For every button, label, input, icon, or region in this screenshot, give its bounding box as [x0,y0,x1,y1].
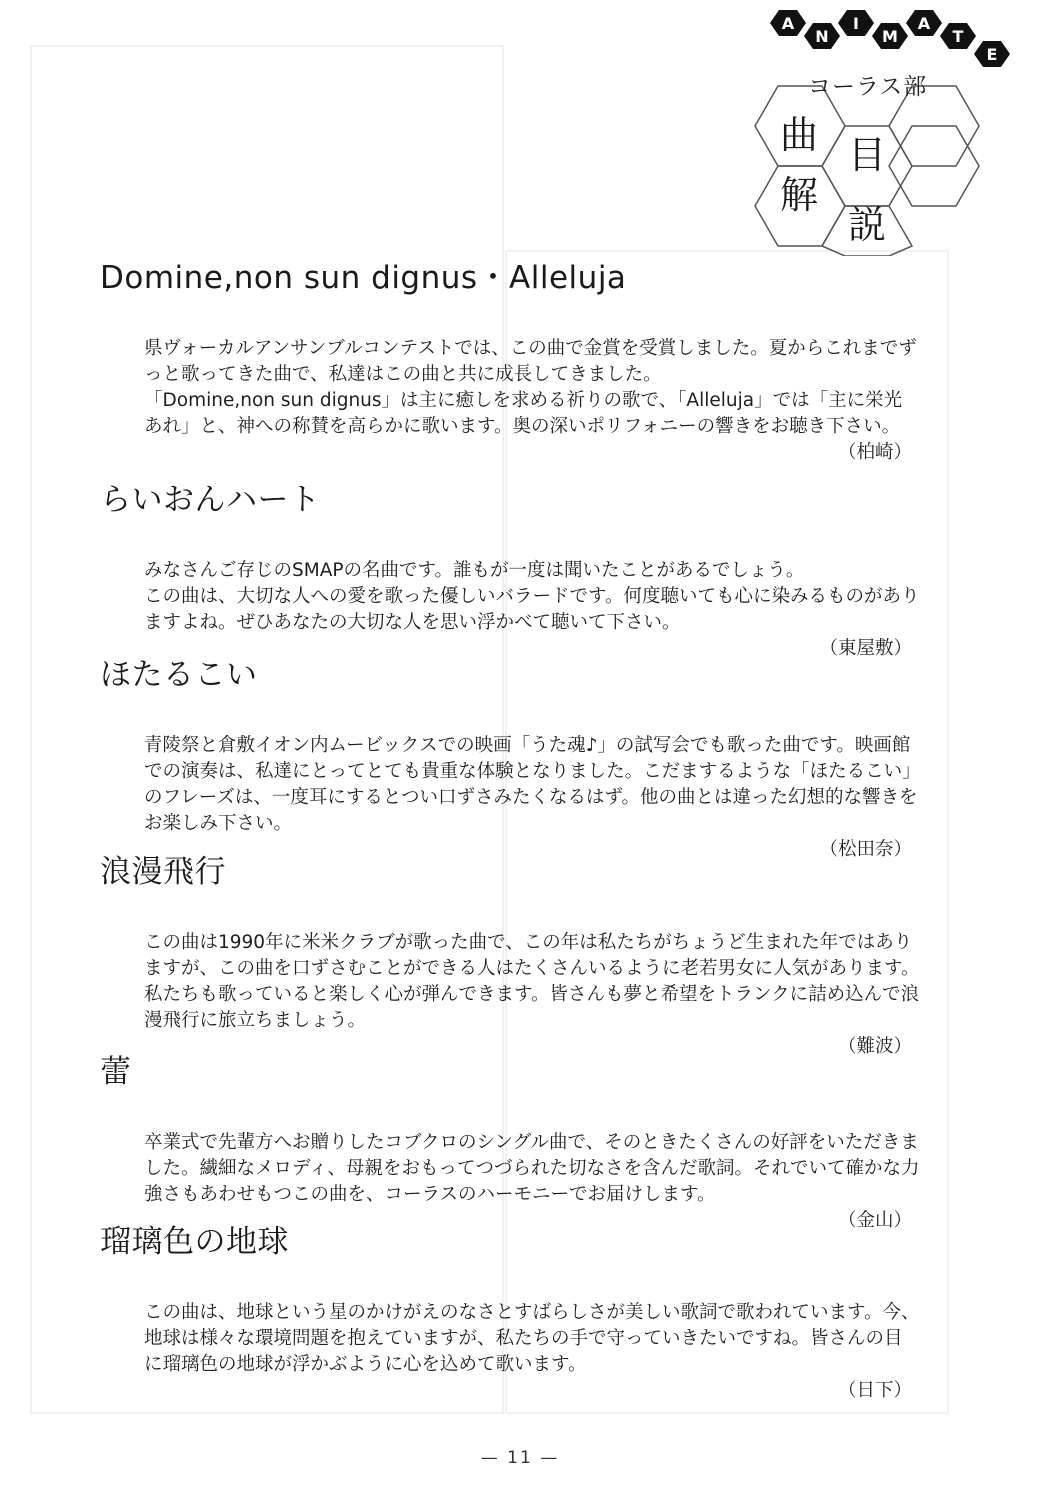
song-author: （東屋敷） [819,638,912,659]
brand-letter-7: E [986,45,998,64]
brand-letter-6: T [952,27,964,46]
brand-letter-5: A [917,14,931,33]
song-author: （松田奈） [819,839,912,860]
brand-letter-3: I [853,14,859,33]
song-description [144,1274,920,1430]
header-badge [752,6,1022,256]
title-char-4: 説 [848,203,887,247]
song-entry [100,852,920,1086]
title-char-1: 曲 [780,113,819,157]
song-author: （難波） [837,1036,912,1057]
song-title: らいおんハート [100,482,321,518]
song-title: 浪漫飛行 [100,854,226,890]
song-description-text: この曲は、地球という星のかけがえのなさとすばらしさが美しい歌詞で歌われています。今、地球は様々な環境問題を抱えていますが、私たちの手で守っていきたいですね。皆さんの目に瑠璃色の地球が浮かぶように心を込めて歌います。 [144,1302,920,1375]
song-description-text: 卒業式で先輩方へお贈りしたコブクロのシングル曲で、そのときたくさんの好評をいただきました。繊細なメロディ、母親をおもってつづられた切なさを含んだ歌詞。それでいて確かな力強さもあわせもつこの曲を、コーラスのハーモニーでお届けします。 [144,1132,920,1205]
club-name: コーラス部 [808,74,928,100]
brand-letter-4: M [882,27,898,46]
song-description-text: 青陵祭と倉敷イオン内ムービックスでの映画「うた魂♪」の試写会でも歌った曲です。映画館での演奏は、私達にとってとても貴重な体験となりました。こだまするような「ほたるこい」のフレーズは、一度耳にするとつい口ずさみたくなるはず。他の曲とは違った幻想的な響きをお楽しみ下さい。 [144,735,918,834]
title-char-2: 目 [848,133,887,177]
brand-letter-2: N [815,27,829,46]
song-author: （日下） [837,1380,912,1401]
song-title: ほたるこい [100,657,258,693]
song-description [144,310,920,492]
page-number: — 11 — [480,1448,560,1468]
song-author: （柏崎） [837,442,912,463]
song-entry [100,1222,920,1430]
song-author: （金山） [837,1210,912,1231]
song-description-text: みなさんご存じのSMAPの名曲です。誰もが一度は聞いたことがあるでしょう。 この曲は、大切な人への愛を歌った優しいバラードです。何度聴いても心に染みるものがありますよね。ぜひあなたの大切な人を思い浮かべて聴いて下さい。 [144,560,920,633]
song-description-text: この曲は1990年に米米クラブが歌った曲で、この年は私たちがちょうど生まれた年ではありますが、この曲を口ずさむことができる人はたくさんいるように老若男女に人気があります。私たちも歌っていると楽しく心が弾んできます。皆さんも夢と希望をトランクに詰め込んで浪漫飛行に旅立ちましょう。 [144,932,920,1031]
title-char-3: 解 [780,173,819,217]
song-title: 蕾 [100,1054,132,1090]
song-entry [100,258,920,492]
song-description-text: 県ヴォーカルアンサンブルコンテストでは、この曲で金賞を受賞しました。夏からこれまでずっと歌ってきた曲で、私達はこの曲と共に成長してきました。 「Domine,non sun dignus」は主に癒しを求める祈りの歌で、「Alleluja」では「主に栄光あれ」と、神への称賛を高らかに歌います。奥の深いポリフォニーの響きをお聴き下さい。 [144,338,917,437]
brand-letter-1: A [781,14,795,33]
song-title: 瑠璃色の地球 [100,1224,289,1260]
song-title: Domine,non sun dignus・Alleluja [100,260,627,296]
